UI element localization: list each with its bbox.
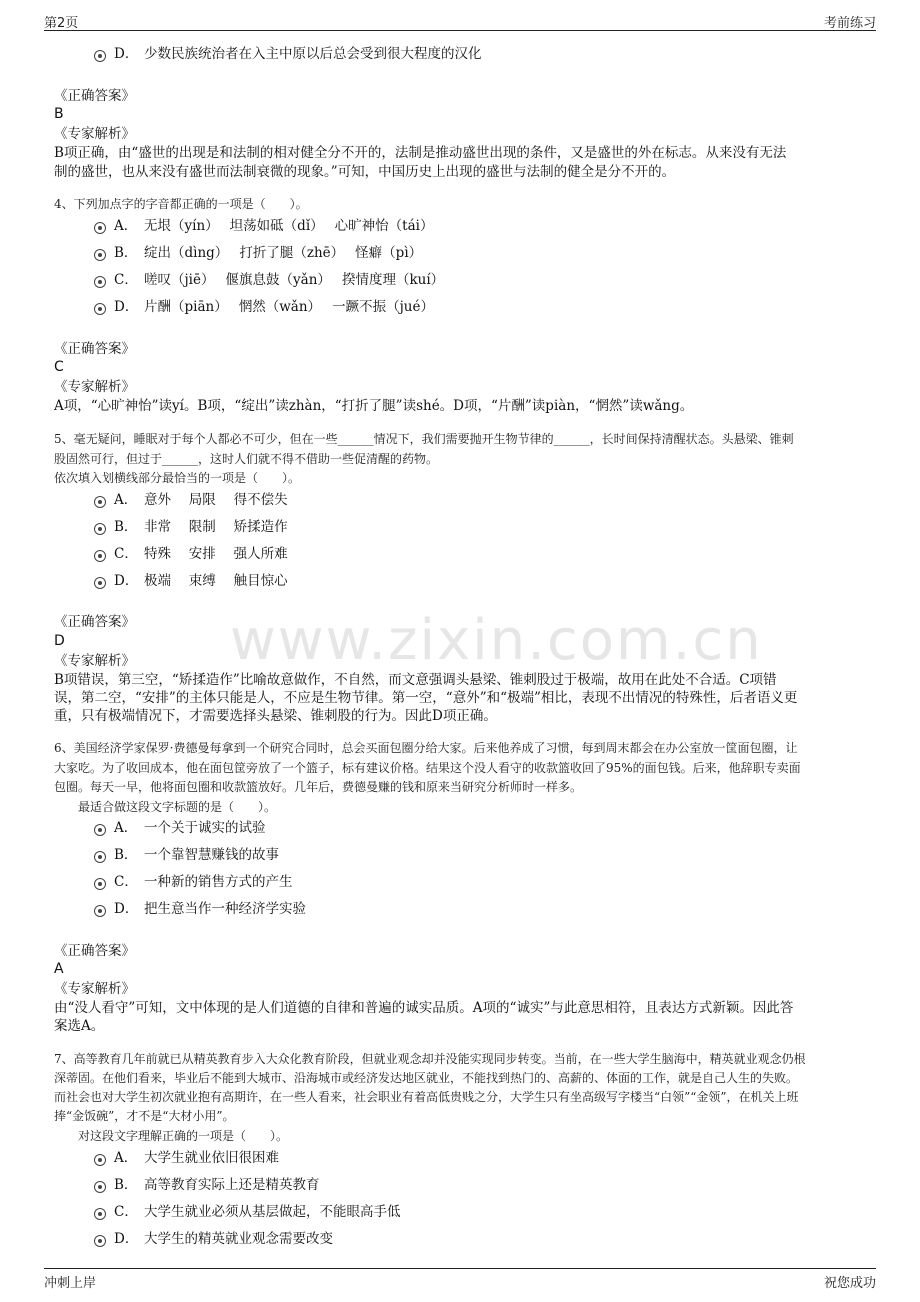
option-text: 片酬（piān） 惘然（wǎn） 一蹶不振（jué） (144, 299, 434, 315)
watermark: www.zixin.com.cn (230, 608, 763, 673)
q5-stem-line: 股固然可行，但过于______，这时人们就不得不借助一些促清醒的药物。 (54, 452, 439, 466)
option-text: 极端 束缚 触目惊心 (144, 573, 288, 589)
q3-answer: B (54, 106, 64, 122)
option-letter: B． (114, 1177, 138, 1193)
option-letter: C． (114, 272, 138, 288)
option-text: 大学生就业依旧很困难 (144, 1150, 279, 1166)
radio-icon[interactable] (94, 523, 106, 535)
option-letter: C． (114, 1204, 138, 1220)
q6-analysis-line: 案选A。 (54, 1018, 105, 1034)
option-text: 一个靠智慧赚钱的故事 (144, 847, 279, 863)
option-text: 一种新的销售方式的产生 (144, 874, 293, 890)
q5-analysis-label: 《专家解析》 (54, 653, 135, 669)
q4-answer-label: 《正确答案》 (54, 341, 135, 357)
option-letter: B． (114, 245, 138, 261)
header-title: 考前练习 (823, 16, 876, 31)
radio-icon[interactable] (94, 878, 106, 890)
page-header (44, 10, 876, 31)
q6-stem-line: 6、美国经济学家保罗·费德曼每拿到一个研究合同时，总会买面包圈分给大家。后来他养成了习惯，每到周末都会在办公室放一筐面包圈，让 (54, 741, 798, 755)
option-letter: A． (114, 820, 138, 836)
option-letter: D． (114, 1231, 139, 1247)
option-letter: C． (114, 874, 138, 890)
q7-stem-line: 而社会也对大学生初次就业抱有高期许，在一些人看来，社会职业有着高低贵贱之分，大学生只有坐高级写字楼当“白领”“金领”，在机关上班 (54, 1090, 799, 1104)
radio-icon[interactable] (94, 905, 106, 917)
radio-icon[interactable] (94, 222, 106, 234)
option-text: 绽出（dìng） 打折了腿（zhē） 怪癖（pì） (144, 245, 423, 261)
q6-answer: A (54, 961, 64, 977)
option-letter: C． (114, 546, 138, 562)
option-letter: B． (114, 847, 138, 863)
radio-icon[interactable] (94, 824, 106, 836)
q4-answer: C (54, 359, 64, 375)
option-letter: D． (114, 901, 139, 917)
radio-icon[interactable] (94, 1154, 106, 1166)
radio-icon[interactable] (94, 276, 106, 288)
q7-stem-line: 对这段文字理解正确的一项是（ ）。 (54, 1129, 289, 1143)
q6-stem-line: 大家吃。为了收回成本，他在面包筐旁放了一个篮子，标有建议价格。结果这个没人看守的收款篮收回了95%的面包钱。后来，他辞职专卖面 (54, 761, 801, 775)
option-letter: B． (114, 519, 138, 535)
option-text: 无垠（yín） 坦荡如砥（dǐ） 心旷神怡（tái） (144, 218, 434, 234)
radio-icon[interactable] (94, 303, 106, 315)
option-letter: D． (114, 46, 139, 62)
q3-answer-label: 《正确答案》 (54, 88, 135, 104)
q5-stem-line: 依次填入划横线部分最恰当的一项是（ ）。 (54, 471, 301, 485)
q3-analysis-line: 制的盛世，也从来没有盛世而法制衰微的现象。”可知，中国历史上出现的盛世与法制的健全是分不开的。 (54, 164, 676, 180)
q6-analysis-line: 由“没人看守”可知，文中体现的是人们道德的自律和普遍的诚实品质。A项的“诚实”与此意思相符，且表达方式新颖。因此答 (54, 1000, 794, 1016)
radio-icon[interactable] (94, 1208, 106, 1220)
option-letter: A． (114, 218, 138, 234)
q7-stem-line: 捧“金饭碗”，才不是“大材小用”。 (54, 1109, 235, 1123)
option-letter: D． (114, 299, 139, 315)
option-text: 一个关于诚实的试验 (144, 820, 266, 836)
radio-icon[interactable] (94, 1235, 106, 1247)
q6-answer-label: 《正确答案》 (54, 943, 135, 959)
q3-analysis-line: B项正确，由“盛世的出现是和法制的相对健全分不开的，法制是推动盛世出现的条件，又是盛世的外在标志。从来没有无法 (54, 145, 787, 161)
option-text: 高等教育实际上还是精英教育 (144, 1177, 320, 1193)
option-text: 大学生就业必须从基层做起，不能眼高手低 (144, 1204, 401, 1220)
q5-analysis-line: 误，第二空，“安排”的主体只能是人，不应是生物节律。第一空，“意外”和“极端”相比，表现不出情况的特殊性，后者语义更 (54, 690, 798, 706)
q6-analysis-label: 《专家解析》 (54, 981, 135, 997)
footer-left-text: 冲刺上岸 (44, 1276, 97, 1291)
q5-answer: D (54, 633, 65, 649)
option-text: 意外 局限 得不偿失 (144, 492, 288, 508)
option-letter: A． (114, 1150, 138, 1166)
page-number: 第2页 (44, 16, 79, 31)
q5-answer-label: 《正确答案》 (54, 614, 135, 630)
option-text: 非常 限制 矫揉造作 (144, 519, 288, 535)
q5-analysis-line: B项错误，第三空，“矫揉造作”比喻故意做作，不自然，而文意强调头悬梁、锥刺股过于极端，故用在此处不合适。C项错 (54, 672, 777, 688)
radio-icon[interactable] (94, 550, 106, 562)
q3-analysis-label: 《专家解析》 (54, 126, 135, 142)
option-text: 少数民族统治者在入主中原以后总会受到很大程度的汉化 (144, 46, 482, 62)
q5-analysis-line: 重，只有极端情况下，才需要选择头悬梁、锥刺股的行为。因此D项正确。 (54, 708, 497, 724)
radio-icon[interactable] (94, 249, 106, 261)
q6-stem-line: 最适合做这段文字标题的是（ ）。 (54, 800, 277, 814)
option-text: 嗟叹（jiē） 偃旗息鼓（yǎn） 揆情度理（kuí） (144, 272, 445, 288)
option-text: 大学生的精英就业观念需要改变 (144, 1231, 333, 1247)
q5-stem-line: 5、毫无疑问，睡眠对于每个人都必不可少，但在一些______情况下，我们需要抛开生物节律的______，长时间保持清醒状态。头悬梁、锥刺 (54, 432, 794, 446)
option-letter: D． (114, 573, 139, 589)
radio-icon[interactable] (94, 496, 106, 508)
option-text: 把生意当作一种经济学实验 (144, 901, 306, 917)
radio-icon[interactable] (94, 851, 106, 863)
q4-stem: 4、下列加点字的字音都正确的一项是（ ）。 (54, 197, 308, 211)
radio-icon[interactable] (94, 577, 106, 589)
option-letter: A． (114, 492, 138, 508)
option-text: 特殊 安排 强人所难 (144, 546, 288, 562)
radio-icon[interactable] (94, 50, 106, 62)
page-footer (44, 1268, 876, 1299)
q4-analysis-label: 《专家解析》 (54, 379, 135, 395)
q6-stem-line: 包圈。每天一早，他将面包圈和收款篮放好。几年后，费德曼赚的钱和原来当研究分析师时一样多。 (54, 780, 583, 794)
radio-icon[interactable] (94, 1181, 106, 1193)
footer-right-text: 祝您成功 (823, 1276, 876, 1291)
q7-stem-line: 7、高等教育几年前就已从精英教育步入大众化教育阶段，但就业观念却并没能实现同步转变。当前，在一些大学生脑海中，精英就业观念仍根 (54, 1052, 806, 1066)
q4-analysis-line: A项，“心旷神怡”读yí。B项，“绽出”读zhàn，“打折了腿”读shé。D项，“片酬”读piàn，“惘然”读wǎng。 (54, 398, 694, 414)
q7-stem-line: 深蒂固。在他们看来，毕业后不能到大城市、沿海城市或经济发达地区就业，不能找到热门的、高薪的、体面的工作，就是自己人生的失败。 (54, 1071, 799, 1085)
